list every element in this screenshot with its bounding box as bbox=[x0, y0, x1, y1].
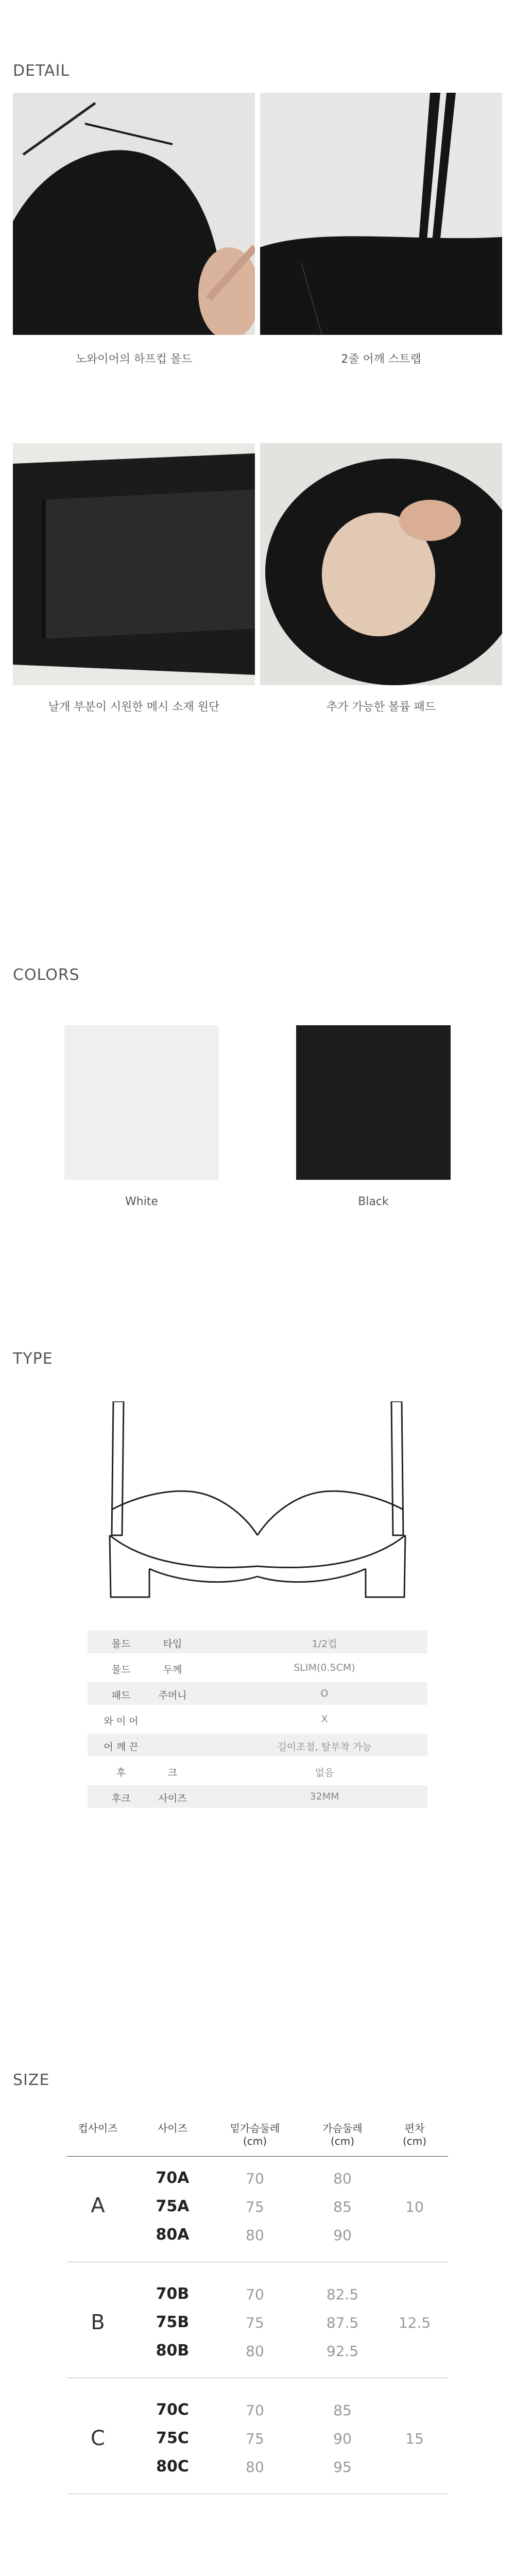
detail-photo-mesh bbox=[13, 443, 255, 685]
size-70a: 70A bbox=[156, 2169, 190, 2187]
size-70b: 70B bbox=[156, 2285, 190, 2303]
size-header-deviation: 편차 (cm) bbox=[402, 2122, 427, 2147]
color-label-black: Black bbox=[358, 1195, 389, 1208]
size-cup-c: C bbox=[91, 2427, 105, 2450]
type-subkey: 타입 bbox=[163, 1638, 182, 1650]
color-swatch-white[interactable] bbox=[64, 1025, 219, 1180]
underbust-80c: 80 bbox=[246, 2459, 264, 2476]
colors-title: COLORS bbox=[13, 966, 80, 984]
bust-80b: 92.5 bbox=[326, 2343, 359, 2360]
bust-75a: 85 bbox=[333, 2198, 352, 2215]
underbust-75a: 75 bbox=[246, 2198, 264, 2215]
type-row-pad-pocket bbox=[88, 1682, 427, 1705]
type-row-mold-type bbox=[88, 1631, 427, 1653]
bust-75b: 87.5 bbox=[326, 2314, 359, 2331]
detail-photo-pad bbox=[260, 443, 502, 685]
type-row-wire bbox=[88, 1708, 427, 1731]
detail-caption-2: 2줄 어깨 스트랩 bbox=[341, 353, 421, 366]
type-subkey: 크 bbox=[167, 1767, 178, 1778]
bust-70a: 80 bbox=[333, 2170, 352, 2187]
type-row-mold-thickness bbox=[88, 1656, 427, 1679]
underbust-80b: 80 bbox=[246, 2343, 264, 2360]
bra-type-illustration bbox=[100, 1401, 415, 1602]
size-75b: 75B bbox=[156, 2313, 190, 2331]
size-header-underbust: 밑가슴둘레 (cm) bbox=[230, 2122, 280, 2147]
size-75a: 75A bbox=[156, 2197, 190, 2215]
bust-70c: 85 bbox=[333, 2402, 352, 2419]
type-row-hook bbox=[88, 1759, 427, 1782]
detail-caption-4: 추가 가능한 볼륨 패드 bbox=[326, 701, 436, 714]
underbust-70a: 70 bbox=[246, 2170, 264, 2187]
type-subkey: 사이즈 bbox=[158, 1793, 187, 1804]
deviation-c: 15 bbox=[405, 2430, 424, 2447]
size-header-size: 사이즈 bbox=[158, 2122, 187, 2134]
type-key: 후 bbox=[116, 1767, 126, 1778]
size-cup-b: B bbox=[91, 2311, 105, 2334]
type-subkey: 두께 bbox=[163, 1664, 182, 1675]
size-75c: 75C bbox=[156, 2429, 189, 2447]
size-header-bust: 가슴둘레 (cm) bbox=[322, 2122, 363, 2147]
type-key: 패드 bbox=[111, 1690, 131, 1701]
deviation-a: 10 bbox=[405, 2198, 424, 2215]
size-table-divider bbox=[67, 2156, 448, 2157]
bust-80c: 95 bbox=[333, 2459, 352, 2476]
underbust-80a: 80 bbox=[246, 2227, 264, 2244]
detail-photo-strap bbox=[260, 93, 502, 335]
size-title: SIZE bbox=[13, 2071, 50, 2089]
type-key: 후크 bbox=[111, 1793, 131, 1804]
type-row-hook-size bbox=[88, 1785, 427, 1808]
type-key: 몰드 bbox=[111, 1638, 131, 1650]
type-key: 몰드 bbox=[111, 1664, 131, 1675]
size-80b: 80B bbox=[156, 2342, 190, 2360]
type-value: 없음 bbox=[315, 1767, 334, 1778]
color-label-white: White bbox=[125, 1195, 158, 1208]
detail-photo-half-cup bbox=[13, 93, 255, 335]
size-header-cup: 컵사이즈 bbox=[78, 2122, 118, 2134]
color-swatch-black[interactable] bbox=[296, 1025, 451, 1180]
type-row-strap bbox=[88, 1734, 427, 1756]
type-value: 1/2컵 bbox=[312, 1638, 337, 1650]
type-title: TYPE bbox=[13, 1350, 53, 1368]
type-value: X bbox=[321, 1714, 328, 1725]
size-80c: 80C bbox=[156, 2458, 189, 2476]
underbust-70b: 70 bbox=[246, 2286, 264, 2303]
type-value: O bbox=[320, 1688, 329, 1699]
size-cup-a: A bbox=[91, 2194, 105, 2217]
deviation-b: 12.5 bbox=[398, 2314, 431, 2331]
type-key: 와 이 어 bbox=[104, 1716, 139, 1727]
underbust-70c: 70 bbox=[246, 2402, 264, 2419]
detail-caption-3: 날개 부분이 시원한 메시 소재 원단 bbox=[48, 701, 220, 714]
underbust-75b: 75 bbox=[246, 2314, 264, 2331]
size-80a: 80A bbox=[156, 2226, 190, 2244]
detail-title: DETAIL bbox=[13, 62, 70, 80]
type-subkey: 주머니 bbox=[158, 1690, 187, 1701]
bust-80a: 90 bbox=[333, 2227, 352, 2244]
type-value: 길이조절, 탈부착 가능 bbox=[277, 1741, 372, 1753]
size-70c: 70C bbox=[156, 2401, 189, 2419]
type-key: 어 깨 끈 bbox=[104, 1741, 139, 1753]
detail-caption-1: 노와이어의 하프컵 몰드 bbox=[75, 353, 193, 366]
underbust-75c: 75 bbox=[246, 2430, 264, 2447]
type-value: 32MM bbox=[310, 1791, 339, 1802]
bust-75c: 90 bbox=[333, 2430, 352, 2447]
type-value: SLIM(0.5CM) bbox=[294, 1662, 355, 1673]
bust-70b: 82.5 bbox=[326, 2286, 359, 2303]
